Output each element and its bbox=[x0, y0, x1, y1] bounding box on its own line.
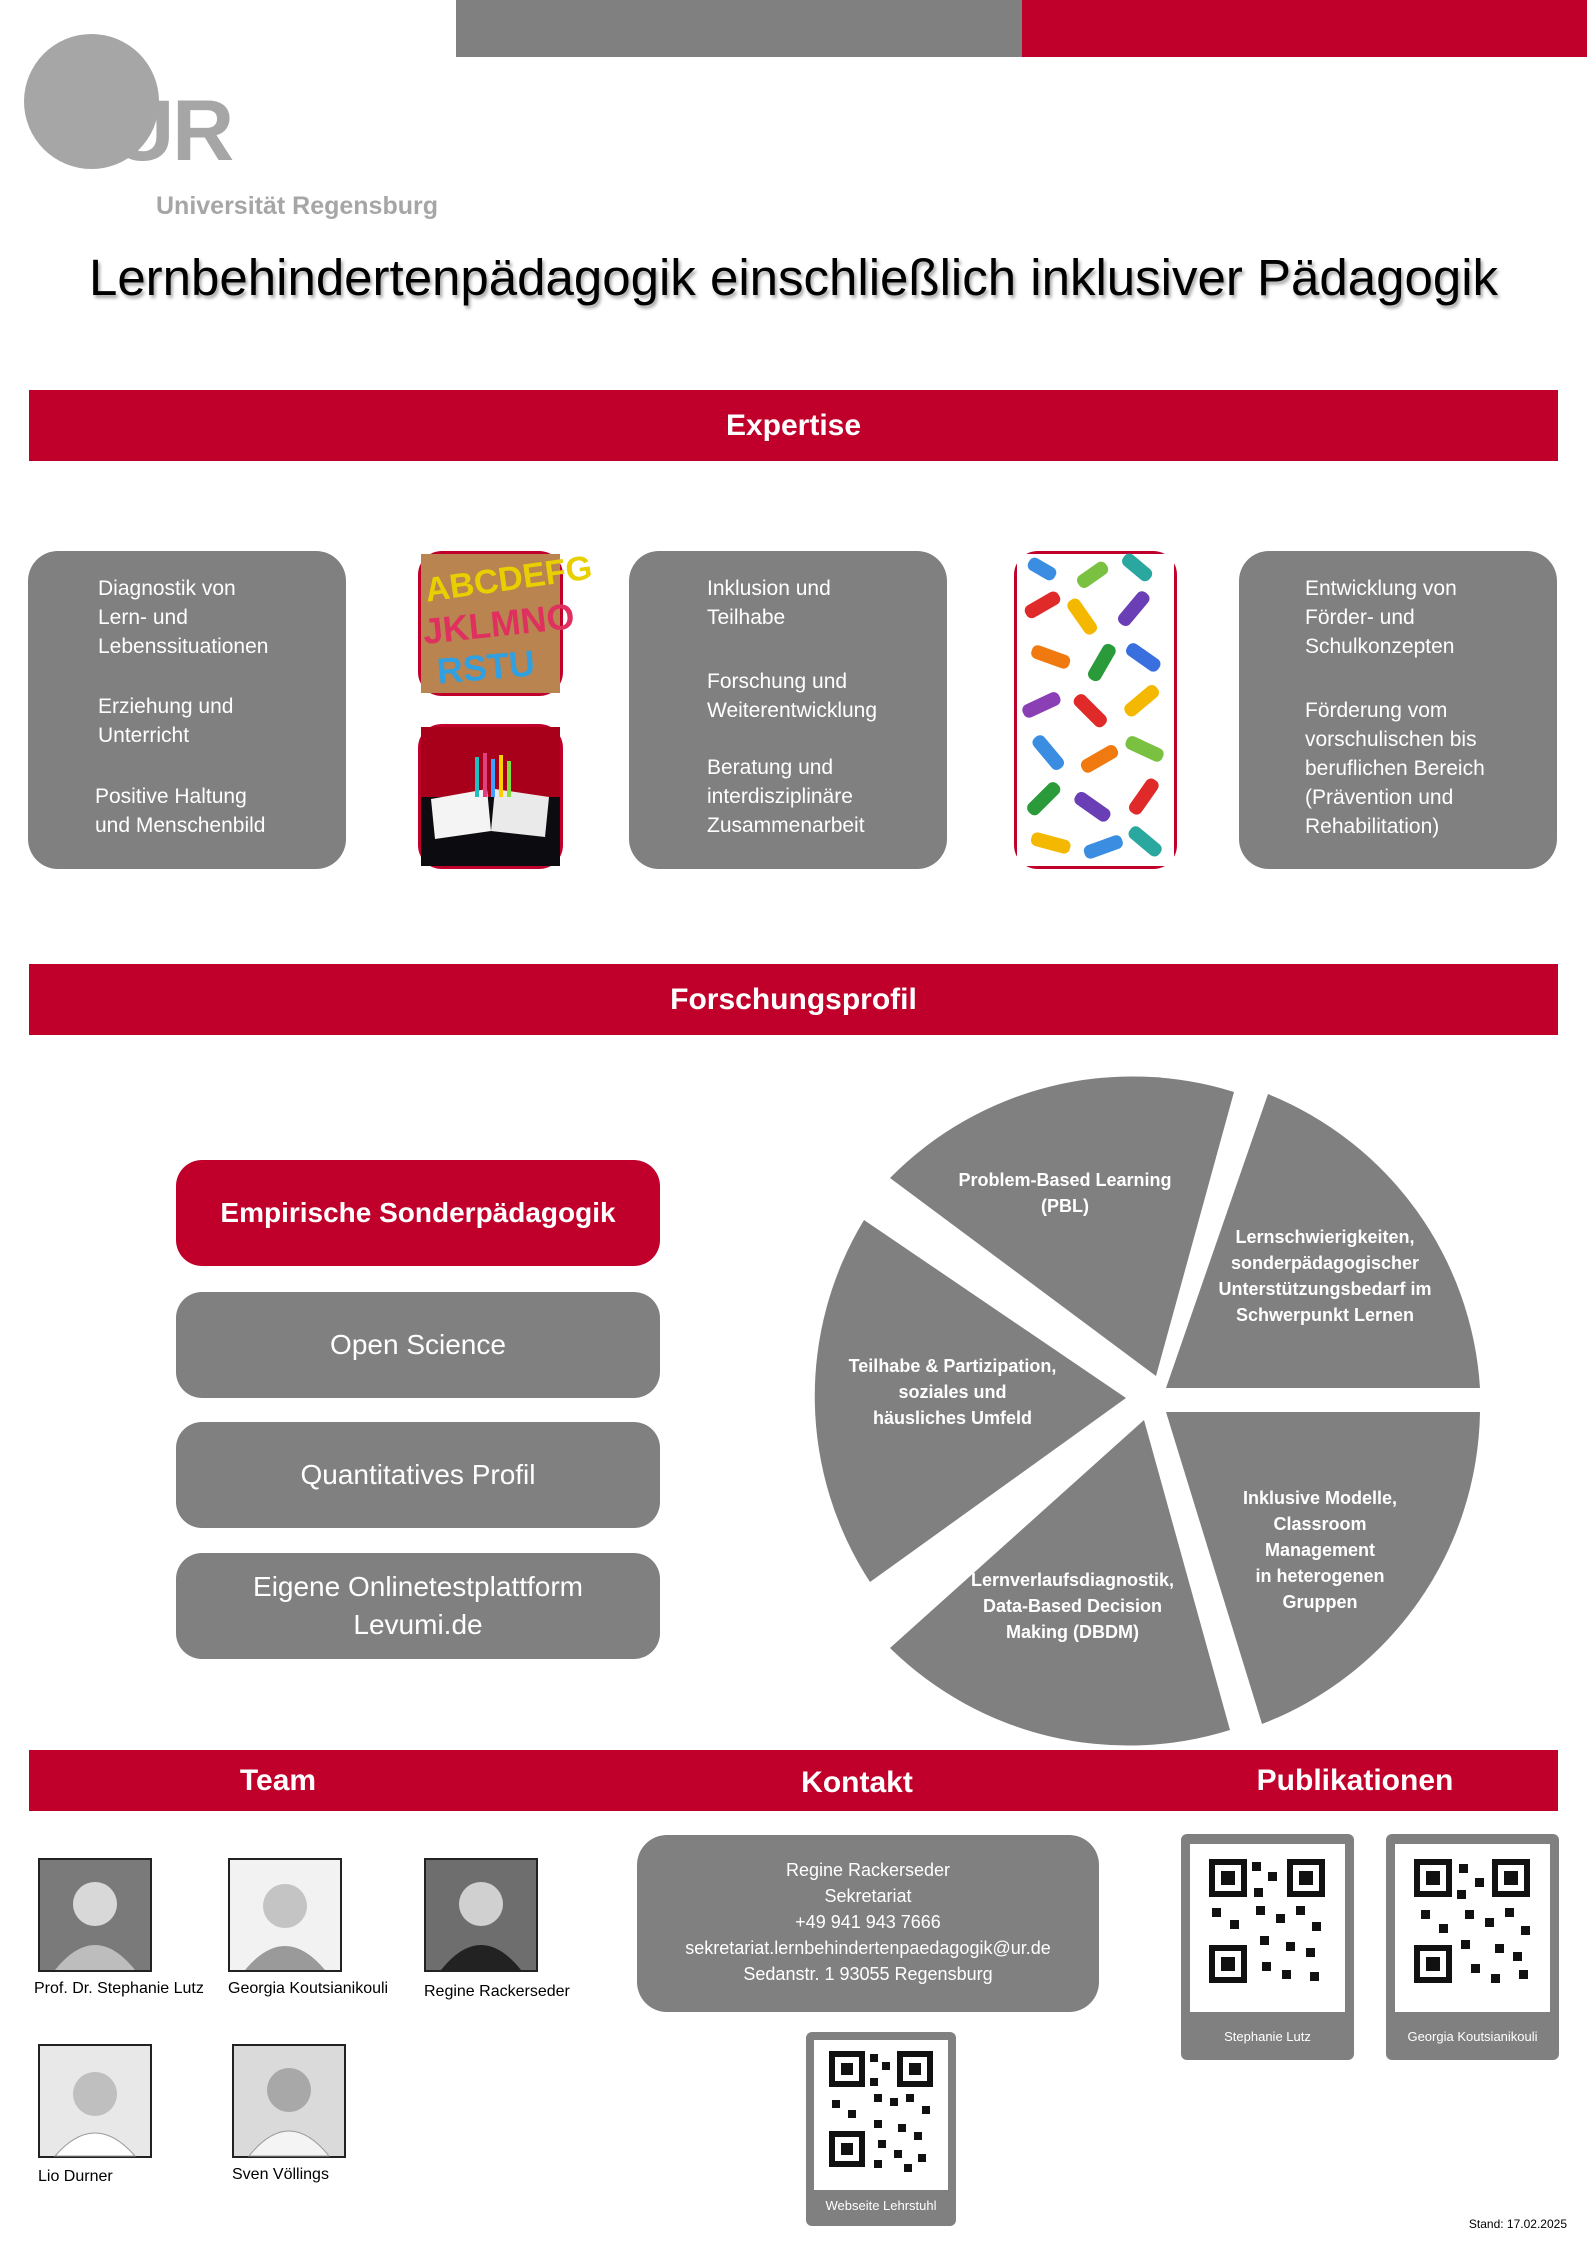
kontakt-header: Kontakt bbox=[801, 1766, 913, 1799]
expertise-box-entwicklung bbox=[1239, 551, 1557, 869]
avatar-lio-durner bbox=[38, 2044, 152, 2158]
pill-onlinetestplattform bbox=[176, 1553, 660, 1659]
person-portrait-icon bbox=[234, 2046, 344, 2156]
contact-card bbox=[637, 1835, 1099, 2012]
pill-empirische-sonderpaedagogik bbox=[176, 1160, 660, 1266]
expertise-text: Positive Haltung und Menschenbild bbox=[95, 785, 266, 837]
person-portrait-icon bbox=[230, 1860, 340, 1970]
person-portrait-icon bbox=[426, 1860, 536, 1970]
contact-name: Regine Rackerseder bbox=[785, 1860, 951, 1880]
logo-university-name: Universität Regensburg bbox=[156, 192, 439, 220]
person-portrait-icon bbox=[40, 2046, 150, 2156]
qr-caption: Webseite Lehrstuhl bbox=[825, 2198, 937, 2213]
letters-row-1: ABCDEFG bbox=[422, 548, 595, 610]
qr-card-georgia-koutsianikouli[interactable] bbox=[1386, 1834, 1559, 2060]
qr-code[interactable] bbox=[1395, 1844, 1550, 2012]
qr-code-icon bbox=[1395, 1844, 1550, 2012]
qr-code[interactable] bbox=[814, 2040, 948, 2190]
pie-label-teilhabe: Teilhabe & Partizipation, soziales und häusliches Umfeld bbox=[848, 1356, 1057, 1428]
book-image bbox=[418, 724, 563, 869]
letters-illustration bbox=[420, 548, 595, 693]
contact-email[interactable]: sekretariat.lernbehindertenpaedagogik@ur.de bbox=[685, 1938, 1051, 1958]
logo-letters: UR bbox=[112, 83, 233, 179]
pie-label-lernschwierigkeiten: Lernschwierigkeiten, sonderpädagogischer Unterstützungsbedarf im Schwerpunkt Lernen bbox=[1218, 1227, 1432, 1325]
hands-image bbox=[1014, 551, 1177, 869]
book-illustration bbox=[421, 727, 560, 866]
qr-card-stephanie-lutz[interactable] bbox=[1181, 1834, 1354, 2060]
pie-label-pbl: Problem-Based Learning (PBL) bbox=[958, 1170, 1172, 1216]
letters-image bbox=[418, 548, 595, 696]
team-header: Team bbox=[239, 1764, 317, 1797]
avatar-stephanie-lutz bbox=[38, 1858, 152, 1972]
qr-caption: Georgia Koutsianikouli bbox=[1407, 2029, 1538, 2044]
team-member-name: Lio Durner bbox=[38, 2168, 113, 2185]
team-member-name: Prof. Dr. Stephanie Lutz bbox=[34, 1980, 204, 1997]
pill-label: Open Science bbox=[330, 1329, 506, 1360]
expertise-text: Beratung und interdisziplinäre Zusammenarbeit bbox=[707, 756, 865, 837]
expertise-header: Expertise bbox=[29, 390, 1558, 461]
avatar-sven-voellings bbox=[232, 2044, 346, 2158]
contact-phone[interactable]: +49 941 943 7666 bbox=[795, 1912, 941, 1932]
pill-label: Quantitatives Profil bbox=[300, 1459, 536, 1490]
team-member-name: Regine Rackerseder bbox=[424, 1983, 570, 2000]
team-member-name: Sven Völlings bbox=[232, 2166, 329, 2183]
expertise-text: Entwicklung von Förder- und Schulkonzepten bbox=[1305, 577, 1457, 658]
qr-code[interactable] bbox=[1190, 1844, 1345, 2012]
stand-date: Stand: 17.02.2025 bbox=[1468, 2217, 1567, 2231]
pie-label-lernverlauf: Lernverlaufsdiagnostik, Data-Based Decision Making (DBDM) bbox=[970, 1570, 1175, 1642]
pill-label: Eigene Onlinetestplattform Levumi.de bbox=[253, 1571, 583, 1640]
expertise-box-diagnostik bbox=[28, 551, 346, 869]
pill-open-science bbox=[176, 1292, 660, 1398]
forschungsprofil-header: Forschungsprofil bbox=[29, 964, 1558, 1035]
header-red-bar bbox=[1022, 0, 1587, 57]
expertise-text: Forschung und Weiterentwicklung bbox=[707, 670, 878, 722]
publikationen-header: Publikationen bbox=[1256, 1764, 1454, 1797]
qr-card-webseite-lehrstuhl[interactable] bbox=[806, 2032, 956, 2226]
expertise-box-inklusion bbox=[629, 551, 947, 869]
qr-caption: Stephanie Lutz bbox=[1224, 2029, 1311, 2044]
expertise-text: Förderung vom vorschulischen bis beruflichen Bereich (Prävention und Rehabilitation) bbox=[1305, 699, 1485, 838]
contact-address: Sedanstr. 1 93055 Regensburg bbox=[743, 1964, 993, 1984]
person-portrait-icon bbox=[40, 1860, 150, 1970]
qr-code-icon bbox=[814, 2040, 948, 2190]
expertise-text: Inklusion und Teilhabe bbox=[707, 577, 831, 629]
avatar-regine-rackerseder bbox=[424, 1858, 538, 1972]
header-grey-bar bbox=[456, 0, 1022, 57]
expertise-text: Diagnostik von Lern- und Lebenssituationen bbox=[98, 577, 269, 658]
hands-illustration bbox=[1017, 554, 1174, 866]
team-member-name: Georgia Koutsianikouli bbox=[228, 1980, 389, 1997]
page-title: Lernbehindertenpädagogik einschließlich inklusiver Pädagogik bbox=[88, 249, 1499, 306]
expertise-text: Erziehung und Unterricht bbox=[98, 695, 234, 747]
pie-label-inklusive-modelle: Inklusive Modelle, Classroom Management in heterogenen Gruppen bbox=[1242, 1488, 1398, 1612]
pill-label: Empirische Sonderpädagogik bbox=[220, 1197, 616, 1228]
avatar-georgia-koutsianikouli bbox=[228, 1858, 342, 1972]
contact-role: Sekretariat bbox=[824, 1886, 912, 1906]
qr-code-icon bbox=[1190, 1844, 1345, 2012]
letters-row-3: RSTU bbox=[435, 642, 537, 692]
pill-quantitatives-profil bbox=[176, 1422, 660, 1528]
letters-row-2: JKLMNO bbox=[420, 595, 577, 652]
